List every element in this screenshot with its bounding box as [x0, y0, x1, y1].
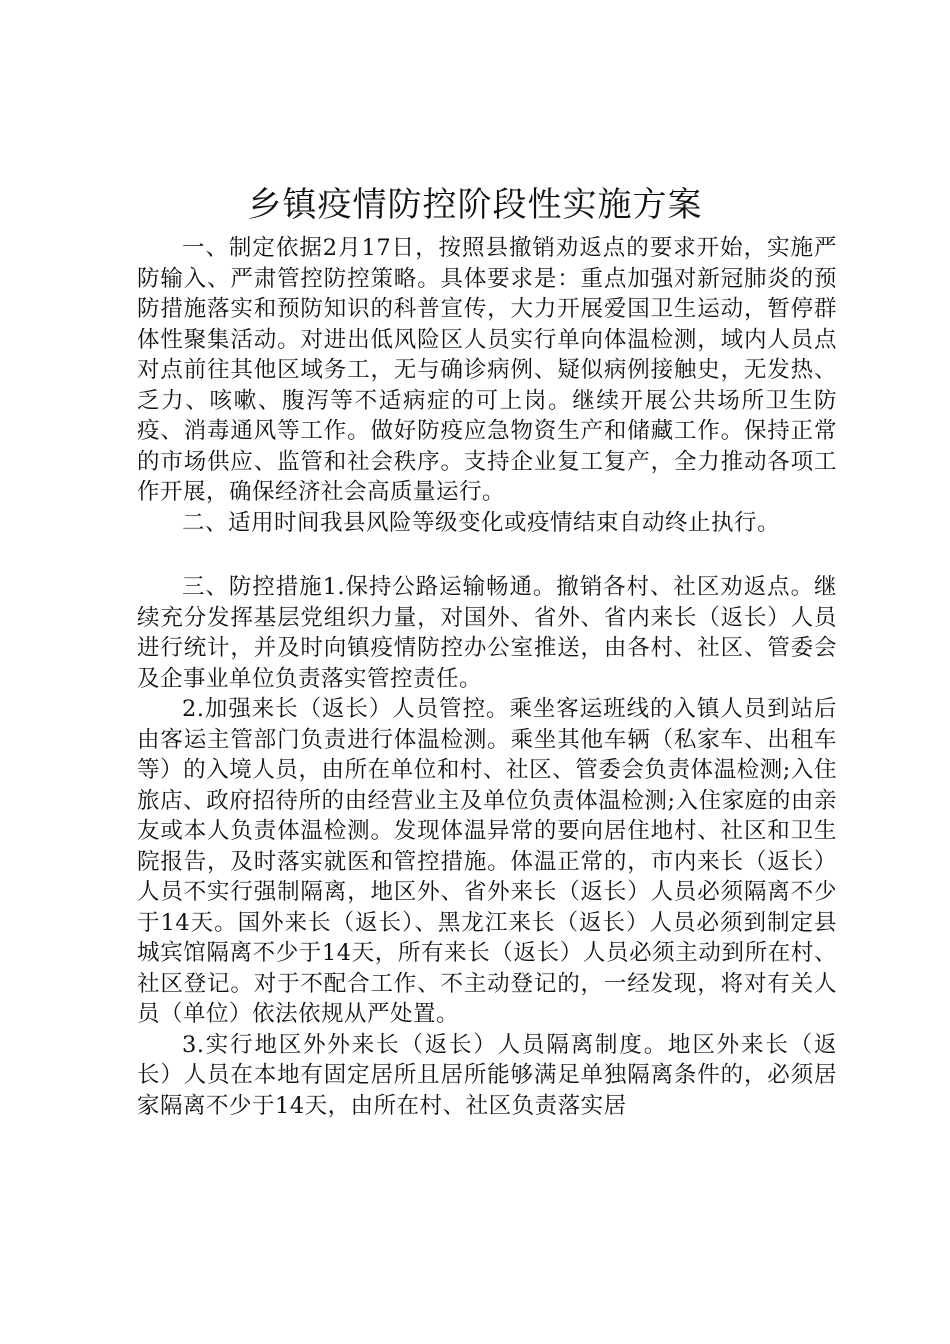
- paragraph-spacer: [137, 538, 837, 572]
- paragraph-basis: 一、制定依据2月17日，按照县撤销劝返点的要求开始，实施严防输入、严肃管控防控策略。具体要求是：重点加强对新冠肺炎的预防措施落实和预防知识的科普宣传，大力开展爱国卫生运动，暂停群体性聚集活动。对进出低风险区人员实行单向体温检测，域内人员点对点前往其他区域务工，无与确诊病例、疑似病例接触史，无发热、乏力、咳嗽、腹泻等不适病症的可上岗。继续开展公共场所卫生防疫、消毒通风等工作。做好防疫应急物资生产和储藏工作。保持正常的市场供应、监管和社会秩序。支持企业复工复产，全力推动各项工作开展，确保经济社会高质量运行。: [137, 235, 837, 505]
- paragraph-isolation-system: 3.实行地区外外来长（返长）人员隔离制度。地区外来长（返长）人员在本地有固定居所且居所能够满足单独隔离条件的，必须居家隔离不少于14天，由所在村、社区负责落实居: [137, 1031, 837, 1119]
- document-body: [137, 233, 837, 1121]
- paragraph-control-measures: 三、防控措施1.保持公路运输畅通。撤销各村、社区劝返点。继续充分发挥基层党组织力量，对国外、省外、省内来长（返长）人员进行统计，并及时向镇疫情防控办公室推送，由各村、社区、管委会及企事业单位负责落实管控责任。: [137, 574, 837, 692]
- paragraph-arrival-management: 2.加强来长（返长）人员管控。乘坐客运班线的入镇人员到站后由客运主管部门负责进行体温检测。乘坐其他车辆（私家车、出租车等）的入境人员，由所在单位和村、社区、管委会负责体温检测;入住旅店、政府招待所的由经营业主及单位负责体温检测;入住家庭的由亲友或本人负责体温检测。发现体温异常的要向居住地村、社区和卫生院报告，及时落实就医和管控措施。体温正常的，市内来长（返长）人员不实行强制隔离，地区外、省外来长（返长）人员必须隔离不少于14天。国外来长（返长）、黑龙江来长（返长）人员必须到制定县城宾馆隔离不少于14天，所有来长（返长）人员必须主动到所在村、社区登记。对于不配合工作、不主动登记的，一经发现，将对有关人员（单位）依法依规从严处置。: [137, 696, 837, 1027]
- paragraph-applicable-time: 二、适用时间我县风险等级变化或疫情结束自动终止执行。: [182, 509, 781, 536]
- document-title: 乡镇疫情防控阶段性实施方案: [247, 185, 703, 225]
